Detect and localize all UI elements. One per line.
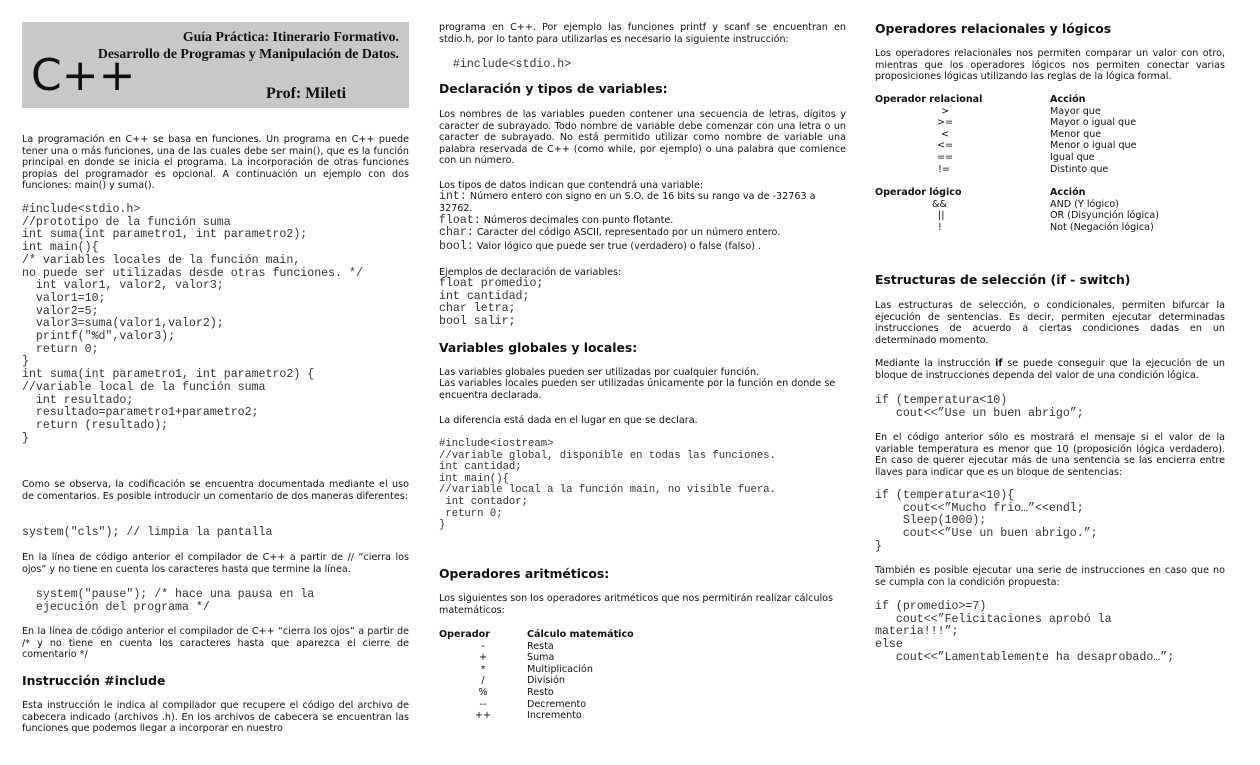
code-line: int suma(int parametro1, int parametro2); bbox=[22, 228, 308, 242]
code-line: if (temperatura<10) bbox=[875, 394, 1008, 407]
code-line: } bbox=[875, 539, 882, 553]
table-cell-action: División bbox=[527, 675, 566, 687]
table-row bbox=[875, 199, 1175, 211]
code-line: //prototipo de la función suma bbox=[22, 215, 231, 229]
table-cell-action: Mayor o igual que bbox=[1050, 117, 1137, 129]
code-line: int suma(int parametro1, int parametro2) { bbox=[22, 368, 315, 382]
table-row bbox=[875, 222, 1175, 234]
include-continued-paragraph: programa en C++. Por ejemplo las funciones printf y scanf se encuentran en stdio.h, por lo tanto para utilizarlas es necesario la siguiente instrucción: bbox=[439, 22, 846, 45]
table-row bbox=[439, 699, 699, 711]
code-line: valor2=5; bbox=[22, 304, 99, 318]
header-author: Prof: Mileti bbox=[266, 85, 347, 102]
table-cell-action: Not (Negación lógica) bbox=[1050, 221, 1154, 233]
code-line: materia!!!”; bbox=[875, 625, 959, 639]
table-cell-operator: - bbox=[481, 640, 485, 652]
code-line: #include<stdio.h> bbox=[22, 203, 141, 216]
code-example-main-suma bbox=[22, 204, 409, 445]
table-cell-action: Decremento bbox=[527, 698, 587, 710]
table-cell-operator: <= bbox=[937, 140, 954, 152]
block-comment-paragraph: En la línea de código anterior el compilador de C++ “cierra los ojos” a partir de /* y no tiene en cuenta los caracteres hasta que aparezca el cierre de comentario */ bbox=[22, 626, 409, 661]
table-cell-action: Menor que bbox=[1050, 128, 1102, 140]
table-header: Operador lógico bbox=[875, 187, 962, 198]
code-system-cls: system("cls"); // limpia la pantalla bbox=[22, 526, 273, 539]
table-cell-action: Incremento bbox=[527, 710, 582, 722]
table-cell-operator: * bbox=[480, 663, 486, 675]
code-line: valor3=suma(valor1,valor2); bbox=[22, 317, 224, 331]
code-line: int valor1, valor2, valor3; bbox=[22, 279, 224, 293]
type-description: Valor lógico que puede ser true (verdadero) o false (falso) . bbox=[473, 241, 762, 252]
table-header: Acción bbox=[1050, 94, 1086, 105]
declaration-paragraph: Los nombres de las variables pueden contener una secuencia de letras, dígitos y caracter de subrayado. Todo nombre de variable debe comenzar con una letra o un caracter de subrayado. No está permitido utilizar como nombre de variable una palabra reservada de C++ (como while, por ejemplo) o una palabra que comience con un número. bbox=[439, 109, 846, 167]
code-line: char letra; bbox=[439, 302, 516, 316]
code-line: cout<<”Lamentablemente ha desaprobado…”; bbox=[875, 650, 1175, 664]
table-cell-operator: -- bbox=[479, 698, 487, 710]
code-line: } bbox=[439, 519, 446, 532]
keyword-if: if bbox=[995, 358, 1003, 369]
include-paragraph: Esta instrucción le indica al compilador que recupere el código del archivo de cabecera indicado (archivos .h). En los archivos de cabecera se encuentran las funciones que podemos llegar a incorporar en nuestro bbox=[22, 700, 409, 735]
code-line: cout<<”Mucho frio…”<<endl; bbox=[875, 501, 1084, 515]
table-cell-action: Resta bbox=[527, 640, 554, 652]
relational-table bbox=[875, 94, 1175, 175]
code-line: valor1=10; bbox=[22, 291, 106, 305]
code-line: float promedio; bbox=[439, 277, 544, 290]
table-cell-action: OR (Disyunción lógica) bbox=[1050, 210, 1160, 222]
header-big-title: C++ bbox=[31, 50, 136, 101]
type-keyword: bool: bbox=[439, 240, 474, 253]
code-line: if (temperatura<10){ bbox=[875, 489, 1015, 502]
code-line: #include<iostream> bbox=[439, 438, 554, 450]
type-item-int bbox=[439, 191, 846, 214]
code-line: } bbox=[22, 355, 29, 369]
comments-paragraph: Como se observa, la codificación se encuentra documentada mediante el uso de comentarios. Es posible introducir un comentario de dos maneras diferentes: bbox=[22, 479, 409, 502]
header-title-line2: Desarrollo de Programas y Manipulación de Datos. bbox=[97, 46, 399, 61]
table-row bbox=[875, 152, 1175, 164]
table-cell-action: Multiplicación bbox=[527, 663, 593, 675]
table-row bbox=[875, 210, 1175, 222]
code-line: no puede ser utilizadas desde otras funciones. */ bbox=[22, 266, 363, 280]
table-cell-action: Igual que bbox=[1050, 151, 1095, 163]
code-line: /* variables locales de la función main, bbox=[22, 253, 301, 267]
table-cell-operator: + bbox=[478, 652, 488, 664]
table-cell-operator: % bbox=[478, 686, 488, 698]
table-cell-operator: ++ bbox=[474, 710, 492, 722]
code-line: Sleep(1000); bbox=[875, 514, 987, 528]
globals-code bbox=[439, 439, 846, 532]
selection-paragraph-4: También es posible ejecutar una serie de instrucciones en caso que no se cumpla con la condición propuesta: bbox=[875, 565, 1225, 588]
code-line: cout<<”Use un buen abrigo.”; bbox=[875, 527, 1098, 541]
code-line: return 0; bbox=[439, 507, 503, 520]
table-row bbox=[439, 675, 699, 687]
table-cell-action: Suma bbox=[527, 652, 555, 664]
code-line: cout<<”Felicitaciones aprobó la bbox=[875, 612, 1112, 626]
code-line: //variable global, disponible en todas las funciones. bbox=[439, 449, 776, 462]
table-cell-operator: < bbox=[941, 128, 950, 140]
globals-paragraph-1: Las variables globales pueden ser utilizadas por cualquier función. bbox=[439, 367, 760, 378]
table-header: Operador relacional bbox=[875, 94, 983, 105]
code-line: int contador; bbox=[439, 495, 529, 508]
code-line: int resultado; bbox=[22, 393, 134, 407]
code-line: int main(){ bbox=[439, 472, 509, 485]
table-row bbox=[439, 664, 699, 676]
table-header-row bbox=[439, 629, 699, 641]
table-row bbox=[875, 129, 1175, 141]
selection-paragraph-2 bbox=[875, 358, 1225, 381]
type-description: Caracter del código ASCII, representado por un número entero. bbox=[473, 227, 781, 238]
text-run: se puede conseguir que la ejecución de un bloque de instrucciones dependa del valor de una condición lógica. bbox=[875, 358, 1225, 381]
table-row bbox=[439, 641, 699, 653]
type-item-char bbox=[439, 227, 846, 239]
selection-paragraph-3: En el código anterior sólo es mostrará el mensaje si el valor de la variable temperatura es menor que 10 (proposición lógica verdadero). En caso de querer ejecutar más de una sentencia se las encierra entre llaves para indicar que es un bloque de sentencias: bbox=[875, 432, 1225, 478]
code-line: } bbox=[22, 431, 29, 445]
code-line: system("pause"); /* hace una pausa en la bbox=[22, 588, 315, 601]
column-1 bbox=[22, 0, 409, 765]
logical-table bbox=[875, 187, 1175, 233]
if-code-2 bbox=[875, 490, 1225, 554]
selection-heading: Estructuras de selección (if - switch) bbox=[875, 272, 1131, 287]
table-cell-operator: > bbox=[941, 105, 950, 117]
table-cell-action: Menor o igual que bbox=[1050, 140, 1137, 152]
table-cell-action: Mayor que bbox=[1050, 105, 1101, 117]
type-keyword: int: bbox=[439, 190, 467, 203]
table-cell-action: Resto bbox=[527, 686, 554, 698]
table-cell-operator: ! bbox=[938, 221, 942, 233]
code-line: ejecución del programa */ bbox=[22, 600, 210, 614]
globals-heading: Variables globales y locales: bbox=[439, 340, 638, 355]
include-stdio-code: #include<stdio.h> bbox=[439, 58, 572, 71]
if-code-1 bbox=[875, 395, 1225, 420]
code-line: resultado=parametro1+parametro2; bbox=[22, 406, 259, 420]
header-box bbox=[22, 22, 409, 108]
code-line: return (resultado); bbox=[22, 418, 169, 432]
globals-paragraph-2: Las variables locales pueden ser utilizadas únicamente por la función en donde se encuentra declarada. bbox=[439, 378, 836, 401]
table-cell-operator: >= bbox=[937, 117, 954, 129]
code-line: int cantidad; bbox=[439, 461, 522, 474]
table-cell-action: Distinto que bbox=[1050, 163, 1109, 175]
code-line: int main(){ bbox=[22, 241, 99, 255]
type-description: Números decimales con punto flotante. bbox=[480, 215, 674, 226]
relational-heading: Operadores relacionales y lógicos bbox=[875, 21, 1112, 36]
table-row bbox=[439, 710, 699, 722]
table-header-row bbox=[875, 94, 1175, 106]
column-2 bbox=[439, 0, 846, 765]
code-line: return 0; bbox=[22, 342, 99, 356]
code-line: int cantidad; bbox=[439, 289, 530, 303]
table-cell-operator: && bbox=[932, 198, 947, 210]
table-header: Operador bbox=[439, 629, 490, 640]
arithmetic-table bbox=[439, 629, 699, 722]
header-title-line1: Guía Práctica: Itinerario Formativo. bbox=[182, 29, 399, 44]
code-system-pause bbox=[22, 589, 409, 614]
examples-code bbox=[439, 278, 846, 329]
types-intro: Los tipos de datos indican que contendrá una variable: bbox=[439, 180, 704, 191]
code-line: if (promedio>=7) bbox=[875, 600, 987, 613]
table-row bbox=[875, 140, 1175, 152]
declaration-heading: Declaración y tipos de variables: bbox=[439, 81, 668, 96]
line-comment-paragraph: En la línea de código anterior el compilador de C++ a partir de // “cierra los ojos” y no tiene en cuenta los caracteres hasta que termine la línea. bbox=[22, 552, 409, 575]
table-header: Cálculo matemático bbox=[527, 629, 634, 640]
table-cell-operator: == bbox=[937, 151, 954, 163]
column-3 bbox=[875, 0, 1225, 765]
code-line: bool salir; bbox=[439, 315, 516, 329]
table-header-row bbox=[875, 187, 1175, 199]
text-run: Mediante la instrucción bbox=[875, 358, 996, 369]
type-description: Número entero con signo en un S.O. de 16 bits su rango va de -32763 a 32762. bbox=[439, 191, 816, 214]
type-keyword: float: bbox=[439, 214, 481, 227]
if-code-3 bbox=[875, 601, 1225, 665]
table-row bbox=[875, 117, 1175, 129]
table-row bbox=[875, 106, 1175, 118]
table-cell-action: AND (Y lógico) bbox=[1050, 198, 1120, 210]
arithmetic-heading: Operadores aritméticos: bbox=[439, 566, 610, 581]
globals-paragraph-3: La diferencia está dada en el lugar en que se declara. bbox=[439, 415, 698, 426]
code-line: cout<<”Use un buen abrigo”; bbox=[875, 406, 1084, 420]
intro-paragraph: La programación en C++ se basa en funciones. Un programa en C++ puede tener una o más funciones, una de las cuales debe ser main(), que es la función principal en donde se inicia el programa. La incorporación de otras funciones propias del programador es opcional. A continuación un ejemplo con dos funciones: main() y suma(). bbox=[22, 134, 409, 192]
type-keyword: char: bbox=[439, 226, 474, 239]
table-cell-operator: || bbox=[938, 210, 945, 222]
arithmetic-paragraph: Los siguientes son los operadores aritméticos que nos permitirán realizar cálculos matemáticos: bbox=[439, 593, 834, 616]
code-line: //variable local a la función main, no visible fuera. bbox=[439, 484, 776, 497]
code-line: printf("%d",valor3); bbox=[22, 330, 176, 344]
table-cell-operator: != bbox=[938, 163, 950, 175]
code-line: else bbox=[875, 638, 903, 652]
type-item-float bbox=[439, 215, 846, 227]
include-heading: Instrucción #include bbox=[22, 673, 166, 688]
type-item-bool bbox=[439, 241, 846, 253]
table-row bbox=[875, 164, 1175, 176]
relational-paragraph: Los operadores relacionales nos permiten comparar un valor con otro, mientras que los operadores lógicos nos permiten conectar varias proposiciones lógicas utilizando las reglas de la lógica formal. bbox=[875, 48, 1225, 83]
selection-paragraph-1: Las estructuras de selección, o condicionales, permiten bifurcar la ejecución de sentencias. Es decir, permiten ejecutar determinadas instrucciones de acuerdo a ciertas condiciones dadas en un determinado momento. bbox=[875, 300, 1225, 346]
table-header: Acción bbox=[1050, 187, 1086, 198]
table-row bbox=[439, 687, 699, 699]
examples-intro: Ejemplos de declaración de variables: bbox=[439, 267, 622, 278]
table-cell-operator: / bbox=[481, 675, 485, 687]
table-row bbox=[439, 652, 699, 664]
code-line: //variable local de la función suma bbox=[22, 380, 266, 394]
